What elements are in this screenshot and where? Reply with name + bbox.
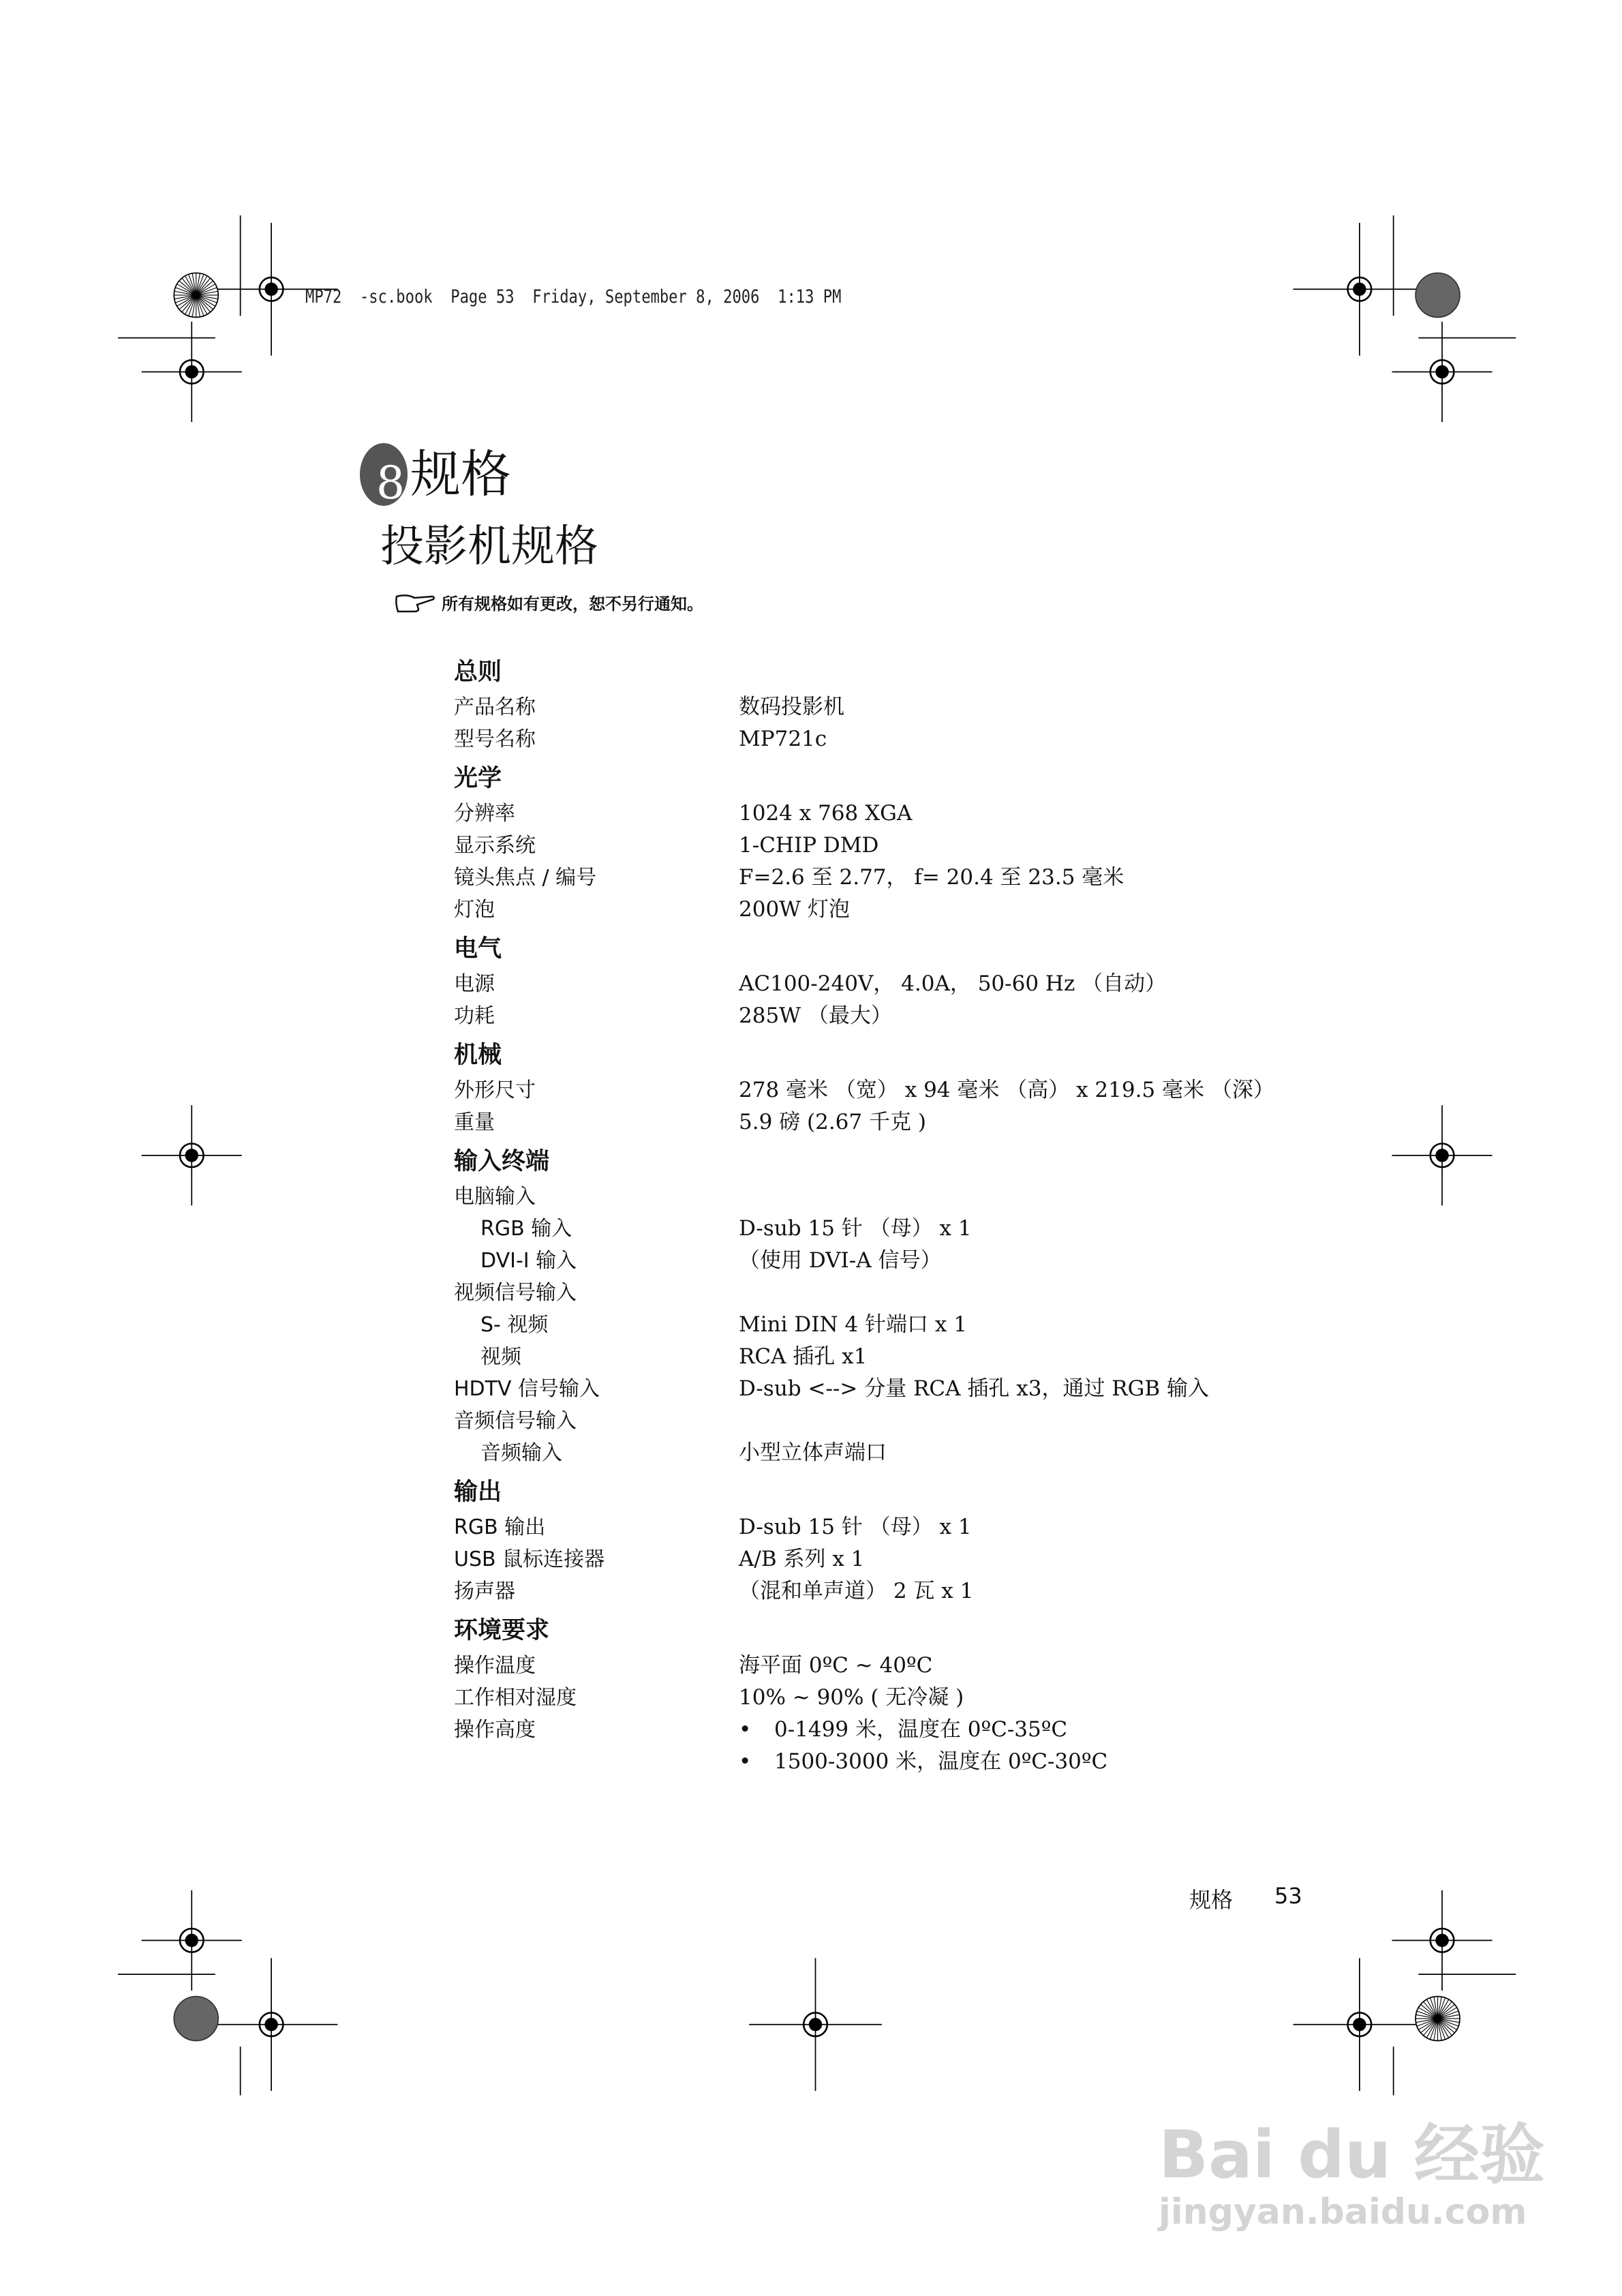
spec-row: [454, 1341, 1476, 1373]
spec-label: RGB 输出: [454, 1515, 546, 1539]
spec-row: [454, 1405, 1476, 1437]
spec-value-text: 278 毫米 （宽） x 94 毫米 （高） x 219.5 毫米 （深）: [739, 1078, 1274, 1102]
spec-value-text: （混和单声道） 2 瓦 x 1: [739, 1579, 974, 1603]
footer-section: 规格: [1189, 1887, 1234, 1913]
spec-group-heading: [454, 759, 1476, 798]
spec-value-text: 小型立体声端口: [739, 1440, 887, 1465]
spec-row: [454, 1074, 1476, 1106]
spec-value: [739, 862, 1476, 894]
spec-value-text: 10% ~ 90% ( 无冷凝 ): [739, 1685, 964, 1710]
spec-value-text: RCA 插孔 x1: [739, 1344, 868, 1369]
spec-value-text: Mini DIN 4 针端口 x 1: [739, 1312, 967, 1337]
chapter-title: 规格: [410, 445, 511, 504]
crosshair-dot: [1353, 283, 1366, 296]
spec-value-text: D-sub 15 针 （母） x 1: [739, 1515, 972, 1539]
section-title: 投影机规格: [380, 522, 598, 572]
crosshair-dot: [1435, 1934, 1448, 1947]
spec-row: [454, 1277, 1476, 1309]
spec-value: [739, 1405, 1476, 1437]
spec-row: [454, 1106, 1476, 1138]
spec-value-text: 1024 x 768 XGA: [739, 801, 913, 826]
spec-value: [739, 1575, 1476, 1607]
group-title: 输出: [454, 1479, 502, 1506]
spec-label: DVI-I 输入: [480, 1249, 577, 1273]
spec-label: 电源: [454, 972, 495, 996]
spec-row: [454, 1682, 1476, 1714]
spec-value: [739, 1213, 1476, 1245]
spec-value: [739, 1341, 1476, 1373]
spec-label: 型号名称: [454, 727, 536, 751]
spec-row: [454, 1650, 1476, 1682]
spec-value: [739, 1373, 1476, 1405]
spec-row: [454, 798, 1476, 830]
spec-value-text: MP721c: [739, 727, 827, 751]
spec-label: 显示系统: [454, 834, 536, 858]
note: [394, 590, 703, 614]
group-title: 环境要求: [454, 1617, 550, 1644]
spec-value: [739, 1746, 1476, 1778]
group-title: 输入终端: [454, 1148, 550, 1175]
chapter-heading: [360, 443, 511, 509]
crosshair-dot: [1353, 2018, 1366, 2031]
spec-label: 视频: [480, 1345, 521, 1369]
spec-value: [739, 1245, 1476, 1277]
spec-value: [739, 1106, 1476, 1138]
spec-row: [454, 1000, 1476, 1032]
spec-value: [739, 798, 1476, 830]
spec-value: [739, 723, 1476, 755]
spec-row: [454, 1437, 1476, 1469]
spec-group-heading: [454, 1473, 1476, 1511]
spec-label: 视频信号输入: [454, 1281, 577, 1305]
spec-label: S- 视频: [480, 1313, 549, 1337]
spec-row: [454, 691, 1476, 723]
gray-target-icon: [1416, 273, 1460, 317]
spec-value: [739, 1650, 1476, 1682]
group-title: 电气: [454, 935, 502, 963]
spec-row: [454, 1714, 1476, 1746]
spec-value: [739, 1511, 1476, 1543]
spec-value-text: 0-1499 米，温度在 0ºC-35ºC: [774, 1717, 1068, 1742]
spec-row: [454, 1373, 1476, 1405]
spec-value-text: D-sub 15 针 （母） x 1: [739, 1216, 972, 1241]
spec-label: 电脑输入: [454, 1185, 536, 1209]
spec-value-text: AC100-240V， 4.0A， 50-60 Hz （自动）: [739, 971, 1167, 996]
spec-label: USB 鼠标连接器: [454, 1547, 605, 1571]
group-title: 总则: [454, 659, 502, 686]
spec-row: [454, 830, 1476, 862]
crosshair-dot: [185, 1934, 198, 1947]
crosshair-dot: [1435, 365, 1448, 378]
group-title: 机械: [454, 1042, 502, 1069]
spec-row: [454, 1181, 1476, 1213]
spec-row: [454, 1245, 1476, 1277]
pointing-hand-icon: [394, 591, 436, 614]
watermark-url: jingyan.baidu.com: [1159, 2192, 1527, 2233]
group-title: 光学: [454, 765, 502, 792]
spec-row: [454, 723, 1476, 755]
spec-label: RGB 输入: [480, 1217, 572, 1241]
spec-value-text: 5.9 磅 (2.67 千克 ): [739, 1110, 926, 1134]
spec-label: 产品名称: [454, 695, 536, 719]
spec-label: HDTV 信号输入: [454, 1377, 600, 1401]
spec-value: [739, 1309, 1476, 1341]
spec-label: 操作高度: [454, 1718, 536, 1742]
spec-value: [739, 1714, 1476, 1746]
spec-label: [454, 1746, 739, 1778]
bullet: •: [739, 1749, 752, 1774]
spec-value-text: F=2.6 至 2.77， f= 20.4 至 23.5 毫米: [739, 865, 1124, 890]
note-text: 所有规格如有更改，恕不另行通知。: [442, 594, 703, 614]
spec-label: 扬声器: [454, 1580, 515, 1603]
spec-value: [739, 1277, 1476, 1309]
spec-value: [739, 968, 1476, 1000]
crosshair-dot: [264, 283, 277, 296]
spec-value-text: 1500-3000 米，温度在 0ºC-30ºC: [774, 1749, 1108, 1774]
crosshair-dot: [264, 2018, 277, 2031]
watermark-brand: Bai du 经验: [1159, 2117, 1545, 2193]
spec-value-text: 285W （最大）: [739, 1003, 892, 1028]
spec-label: 工作相对湿度: [454, 1686, 577, 1710]
spec-row: [454, 1575, 1476, 1607]
spec-row: [454, 1213, 1476, 1245]
chapter-number-badge: 8: [360, 443, 408, 506]
spec-value: [739, 830, 1476, 862]
spec-group-heading: [454, 1036, 1476, 1074]
spec-label: 外形尺寸: [454, 1078, 536, 1102]
spec-row: [454, 1746, 1476, 1778]
spec-value-text: 200W 灯泡: [739, 897, 850, 922]
spec-row: [454, 1511, 1476, 1543]
spec-label: 操作温度: [454, 1654, 536, 1678]
spec-group-heading: [454, 653, 1476, 691]
spec-value-text: （使用 DVI-A 信号）: [739, 1248, 942, 1273]
spec-row: [454, 894, 1476, 926]
spec-value: [739, 1682, 1476, 1714]
spec-table: [454, 649, 1476, 1778]
spec-row: [454, 1543, 1476, 1575]
spec-row: [454, 968, 1476, 1000]
spec-value: [739, 1074, 1476, 1106]
spec-value-text: D-sub <--> 分量 RCA 插孔 x3，通过 RGB 输入: [739, 1376, 1210, 1401]
spec-value-text: 数码投影机: [739, 695, 844, 719]
spec-label: 灯泡: [454, 898, 495, 922]
print-header: MP72 -sc.book Page 53 Friday, September 8, 2006 1:13 PM: [305, 286, 842, 307]
spec-label: 功耗: [454, 1004, 495, 1028]
spec-value-text: A/B 系列 x 1: [739, 1547, 865, 1571]
crosshair-dot: [809, 2018, 822, 2031]
spec-label: 音频输入: [480, 1441, 562, 1465]
spec-value: [739, 691, 1476, 723]
spec-row: [454, 862, 1476, 894]
spec-row: [454, 1309, 1476, 1341]
spec-label: 音频信号输入: [454, 1409, 577, 1433]
spec-group-heading: [454, 1143, 1476, 1181]
bullet: •: [739, 1717, 752, 1742]
spec-group-heading: [454, 930, 1476, 968]
spec-label: 镜头焦点 / 编号: [454, 866, 597, 890]
spec-label: 分辨率: [454, 802, 515, 826]
crosshair-dot: [185, 1149, 198, 1162]
spec-value-text: 1-CHIP DMD: [739, 833, 879, 858]
gray-target-icon: [174, 1997, 218, 2041]
spec-label: 重量: [454, 1111, 495, 1134]
spec-value: [739, 1543, 1476, 1575]
spec-value: [739, 1000, 1476, 1032]
spec-value-text: 海平面 0ºC ~ 40ºC: [739, 1653, 933, 1678]
spec-group-heading: [454, 1612, 1476, 1650]
spec-value: [739, 1437, 1476, 1469]
spec-value: [739, 1181, 1476, 1213]
spec-value: [739, 894, 1476, 926]
crosshair-dot: [185, 365, 198, 378]
page-number: 53: [1274, 1883, 1302, 1909]
